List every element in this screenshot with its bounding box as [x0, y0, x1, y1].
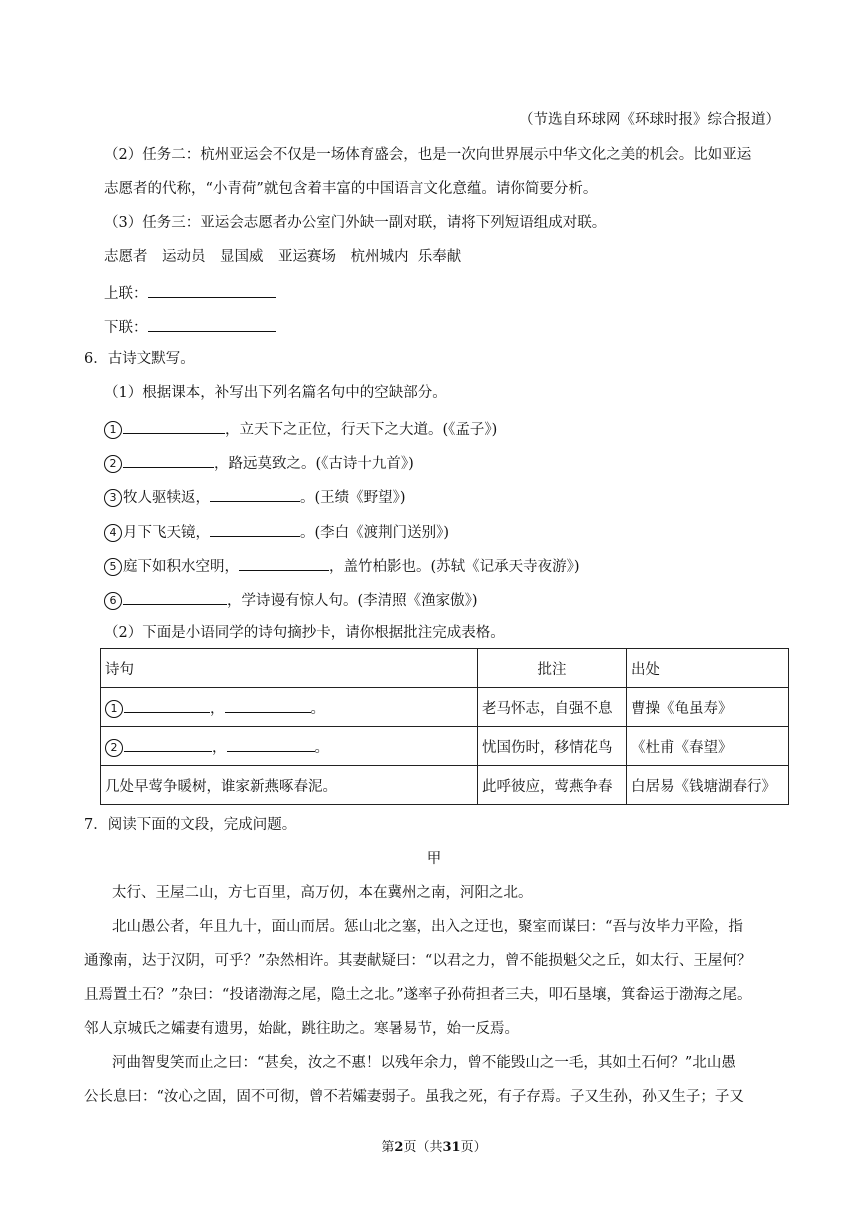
lower-couplet-label: 下联： — [104, 320, 148, 336]
answer-blank[interactable] — [239, 555, 329, 571]
answer-blank[interactable] — [123, 418, 225, 434]
recite-item-1 — [104, 418, 497, 440]
recite-item-3 — [104, 486, 406, 508]
lower-couplet — [104, 316, 276, 338]
question-6-title: 6．古诗文默写。 — [84, 351, 195, 367]
recite-text: 庭下如积水空明， — [123, 559, 239, 575]
upper-couplet-label: 上联： — [104, 286, 148, 302]
header-poem: 诗句 — [101, 649, 478, 688]
answer-blank[interactable] — [124, 697, 210, 713]
recite-text: ，立天下之正位，行天下之大道。(《孟子》) — [225, 422, 498, 438]
answer-blank[interactable] — [210, 521, 300, 537]
punctuation: 。 — [310, 700, 325, 717]
passage-line: 邻人京城氏之孀妻有遗男，始龀，跳往助之。寒暑易节，始一反焉。 — [84, 1021, 519, 1037]
poem-card-table — [100, 648, 789, 805]
recite-item-5 — [104, 555, 580, 577]
q6-sub2: （2）下面是小语同学的诗句摘抄卡，请你根据批注完成表格。 — [104, 625, 505, 641]
lower-couplet-blank[interactable] — [148, 316, 276, 332]
current-page-number: 2 — [394, 1140, 404, 1155]
recite-text: ，盖竹柏影也。(苏轼《记承天寺夜游》) — [329, 559, 580, 575]
footer-text: 页） — [460, 1140, 487, 1155]
header-source: 出处 — [627, 649, 789, 688]
note-cell: 老马怀志，自强不息 — [478, 688, 627, 727]
passage-line: 北山愚公者，年且九十，面山而居。惩山北之塞，出入之迂也，聚室而谋曰：“吾与汝毕力平险，指 — [112, 919, 743, 935]
passage-part-label: 甲 — [426, 851, 442, 867]
passage-line: 且焉置土石？”杂曰：“投诸渤海之尾，隐土之北。”遂率子孙荷担者三夫，叩石垦壤，箕畚运于渤海之尾。 — [84, 987, 752, 1003]
footer-text: 页（共 — [403, 1140, 443, 1155]
task2-line2: 志愿者的代称，“小青荷”就包含着丰富的中国语言文化意蕴。请你简要分析。 — [104, 181, 598, 197]
passage-line: 公长息曰：“汝心之固，固不可彻，曾不若孀妻弱子。虽我之死，有子存焉。子又生孙，孙又生子；子又 — [84, 1089, 744, 1105]
answer-blank[interactable] — [123, 452, 214, 468]
poem-cell — [101, 688, 478, 727]
header-note: 批注 — [478, 649, 627, 688]
note-cell: 忧国伤时，移情花鸟 — [478, 727, 627, 766]
recite-text: ，学诗谩有惊人句。(李清照《渔家傲》) — [227, 593, 478, 609]
recite-text: 。(王绩《野望》) — [300, 490, 406, 506]
recite-text: 。(李白《渡荆门送别》) — [300, 525, 450, 541]
recite-item-2 — [104, 452, 414, 474]
circled-number: 1 — [104, 421, 122, 439]
source-cell: 《杜甫《春望》 — [627, 727, 789, 766]
task3-phrases: 志愿者 运动员 显国威 亚运赛场 杭州城内 乐奉献 — [104, 249, 462, 265]
task2-line1: （2）任务二：杭州亚运会不仅是一场体育盛会，也是一次向世界展示中华文化之美的机会。比如亚运 — [104, 147, 752, 163]
table-header-row — [101, 649, 789, 688]
passage-line: 河曲智叟笑而止之曰：“甚矣，汝之不惠！以残年余力，曾不能毁山之一毛，其如土石何？”北山愚 — [112, 1055, 736, 1071]
source-cell: 曹操《龟虽寿》 — [627, 688, 789, 727]
circled-number: 4 — [104, 524, 122, 542]
circled-number: 2 — [104, 455, 122, 473]
upper-couplet — [104, 282, 276, 304]
total-page-count: 31 — [442, 1140, 461, 1155]
circled-number: 1 — [105, 700, 123, 718]
source-citation: （节选自环球网《环球时报》综合报道） — [519, 112, 780, 128]
punctuation: ， — [210, 700, 225, 717]
circled-number: 6 — [104, 592, 122, 610]
poem-cell — [101, 727, 478, 766]
q6-sub1: （1）根据课本，补写出下列名篇名句中的空缺部分。 — [104, 385, 447, 401]
table-row — [101, 688, 789, 727]
punctuation: ， — [212, 739, 227, 756]
recite-item-4 — [104, 521, 449, 543]
question-7-title: 7．阅读下面的文段，完成问题。 — [84, 817, 297, 833]
task3-line1: （3）任务三：亚运会志愿者办公室门外缺一副对联，请将下列短语组成对联。 — [104, 215, 607, 231]
table-row — [101, 727, 789, 766]
source-cell: 白居易《钱塘湖春行》 — [627, 766, 789, 805]
answer-blank[interactable] — [227, 736, 315, 752]
answer-blank[interactable] — [210, 486, 300, 502]
passage-line: 太行、王屋二山，方七百里，高万仞，本在冀州之南，河阳之北。 — [112, 885, 533, 901]
note-cell: 此呼彼应，莺燕争春 — [478, 766, 627, 805]
recite-item-6 — [104, 589, 478, 611]
recite-text: 牧人驱犊返， — [123, 490, 210, 506]
answer-blank[interactable] — [124, 736, 212, 752]
circled-number: 5 — [104, 558, 122, 576]
recite-text: 月下飞天镜， — [123, 525, 210, 541]
poem-cell: 几处早莺争暖树，谁家新燕啄春泥。 — [101, 766, 478, 805]
footer-text: 第 — [381, 1140, 395, 1155]
upper-couplet-blank[interactable] — [148, 282, 276, 298]
punctuation: 。 — [314, 739, 329, 756]
answer-blank[interactable] — [225, 697, 311, 713]
passage-line: 通豫南，达于汉阴，可乎？”杂然相许。其妻献疑曰：“以君之力，曾不能损魁父之丘，如太行、王屋何？ — [84, 953, 752, 969]
answer-blank[interactable] — [123, 589, 227, 605]
circled-number: 3 — [104, 489, 122, 507]
circled-number: 2 — [105, 739, 123, 757]
recite-text: ，路远莫致之。(《古诗十九首》) — [214, 456, 414, 472]
table-row — [101, 766, 789, 805]
page-footer — [0, 1136, 868, 1155]
